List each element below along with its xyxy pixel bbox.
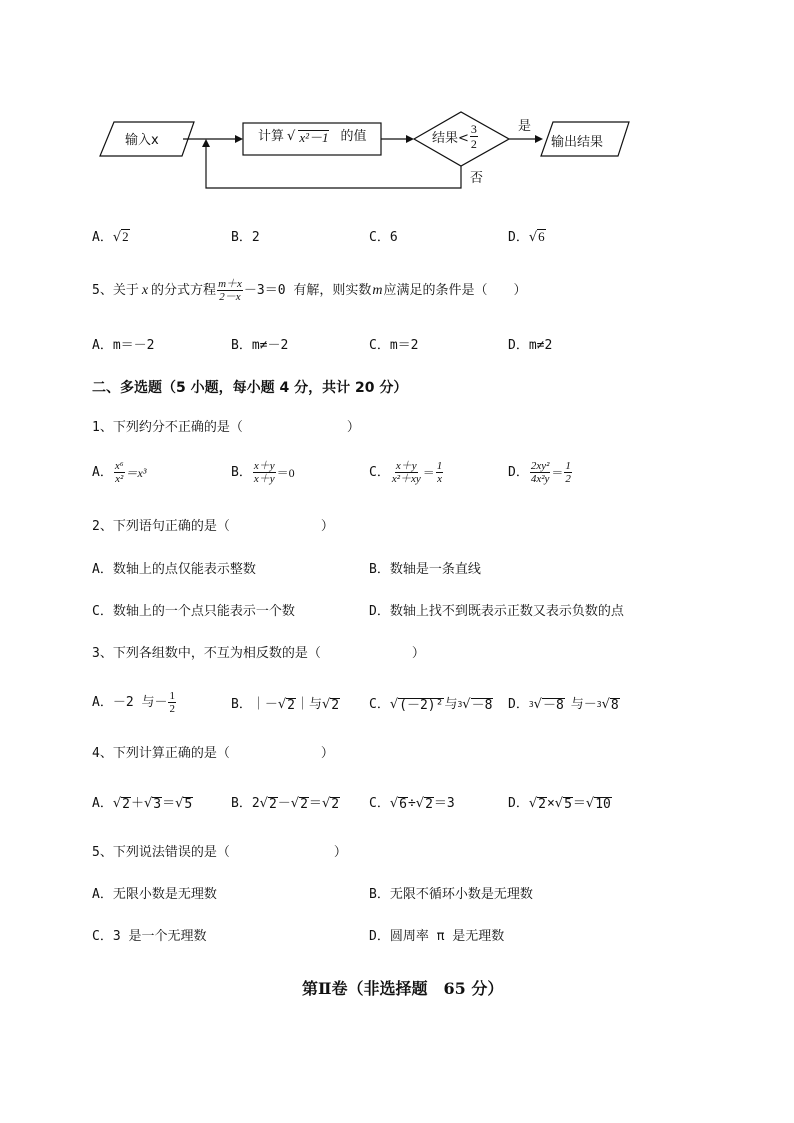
radicand: －8 — [471, 697, 493, 713]
denominator: 2 — [169, 703, 175, 715]
sqrt-icon: √ — [415, 796, 425, 811]
sqrt-icon: √ — [533, 697, 542, 712]
operator: ＝ — [572, 796, 586, 811]
fraction — [253, 460, 276, 485]
option-letter: A． — [92, 230, 113, 245]
denominator: x — [437, 473, 442, 485]
sqrt-icon: √ — [389, 796, 399, 811]
sqrt-icon: √ — [112, 230, 122, 245]
numerator: 1 — [169, 690, 175, 702]
fraction — [564, 460, 572, 485]
q4-option-a — [92, 229, 130, 247]
radicand: 2 — [287, 697, 295, 713]
arrow-head — [202, 139, 210, 147]
sqrt-icon: √ — [175, 796, 184, 811]
sqrt-icon: √ — [528, 230, 538, 245]
q5-stem — [92, 278, 527, 303]
operator: － — [277, 796, 291, 811]
radicand: 2 — [122, 796, 130, 812]
fraction — [391, 460, 422, 485]
q5-text-pre: 5、关于 — [92, 282, 139, 298]
denominator: 4x²y — [530, 473, 550, 485]
equals: ＝ — [551, 465, 564, 480]
flowchart-compute-label — [258, 128, 367, 146]
sqrt-icon: √ — [462, 697, 471, 712]
radicand: 2 — [300, 796, 308, 812]
flowchart-input-text: 输入x — [125, 133, 159, 148]
section2-heading: 二、多选题（5 小题，每小题 4 分，共计 20 分） — [92, 380, 408, 396]
flowchart-condition-label — [432, 122, 479, 151]
operator: × — [546, 796, 555, 811]
radicand: 6 — [399, 796, 407, 812]
coefficient: 2 — [251, 796, 260, 811]
numerator: x＋y — [395, 460, 417, 472]
radicand: －8 — [542, 697, 564, 713]
numerator: 1 — [565, 460, 571, 472]
option-text: 与－ — [570, 697, 597, 712]
sqrt-icon: √ — [321, 697, 331, 712]
mq5-option-d: D．圆周率 π 是无理数 — [369, 929, 505, 944]
mq1-option-b — [231, 460, 295, 485]
mq3-option-c — [369, 696, 493, 714]
option-text: A．－2 与－ — [92, 694, 168, 710]
q5-option-a: A．m＝－2 — [92, 338, 155, 353]
sqrt-icon: √ — [143, 796, 153, 811]
numerator: x＋y — [253, 460, 275, 472]
numerator: 1 — [436, 460, 443, 472]
fraction — [436, 460, 444, 485]
operator: ÷ — [407, 796, 416, 811]
equals: ＝ — [422, 465, 435, 480]
q5-option-b: B．m≠－2 — [231, 338, 289, 353]
option-letter: D． — [508, 697, 529, 712]
radicand: 5 — [564, 796, 572, 812]
mq1-option-c — [369, 460, 444, 485]
sqrt-icon: √ — [585, 796, 595, 811]
sqrt-icon: √ — [277, 697, 287, 712]
q5-var-m: m — [372, 282, 383, 298]
arrow-head — [235, 135, 243, 143]
q5-option-c: C．m＝2 — [369, 338, 419, 353]
fraction — [530, 460, 551, 485]
mq2-stem: 2、下列语句正确的是（ ） — [92, 519, 334, 534]
mq4-option-b — [231, 795, 340, 813]
flowchart-diagram — [0, 100, 794, 200]
radicand: 10 — [595, 796, 611, 812]
operator: ＝ — [308, 796, 322, 811]
result: ＝3 — [433, 796, 455, 811]
arrow-head — [535, 135, 543, 143]
option-value: 6 — [538, 229, 545, 244]
option-letter: D． — [508, 796, 529, 811]
rhs: ＝x³ — [125, 465, 147, 480]
condition-prefix: 结果< — [432, 131, 469, 146]
mq2-option-d: D．数轴上找不到既表示正数又表示负数的点 — [369, 604, 624, 619]
option-letter: C． — [369, 796, 390, 811]
radicand: 3 — [153, 796, 162, 812]
option-letter: B． — [231, 464, 252, 480]
mq3-option-d — [508, 696, 620, 714]
mq5-option-a: A．无限小数是无理数 — [92, 887, 217, 902]
sqrt-icon: √ — [321, 796, 331, 811]
sqrt-icon: √ — [554, 796, 564, 811]
q5-fraction — [217, 278, 243, 303]
radicand: 8 — [610, 697, 619, 713]
flowchart-output-label: 输出结果 — [551, 135, 604, 150]
denominator: x＋y — [253, 473, 275, 485]
root-index: 3 — [528, 700, 534, 709]
option-value: 2 — [122, 229, 129, 244]
mq5-option-b: B．无限不循环小数是无理数 — [369, 887, 533, 902]
fraction — [114, 460, 125, 485]
radicand: 2 — [331, 796, 340, 812]
flowchart-no-label: 否 — [470, 171, 484, 186]
flowchart-loop-line — [206, 142, 461, 188]
root-index: 3 — [457, 700, 463, 709]
operator: ＋ — [130, 796, 144, 811]
option-letter: D． — [508, 464, 529, 480]
radicand: (－2)² — [399, 697, 444, 713]
option-letter: C． — [369, 697, 390, 712]
radicand: 2 — [268, 796, 277, 812]
radicand: 2 — [331, 697, 340, 713]
numerator: x⁶ — [114, 460, 124, 472]
option-letter: A． — [92, 464, 113, 480]
q5-option-d: D．m≠2 — [508, 338, 553, 353]
q5-fraction-numerator: m＋x — [218, 278, 242, 290]
mq4-option-d — [508, 795, 612, 813]
option-letter: B． — [231, 796, 252, 811]
radicand: 2 — [538, 796, 546, 812]
q4-option-c: C．6 — [369, 230, 398, 245]
sqrt-icon: √ — [290, 796, 300, 811]
flowchart-yes-label: 是 — [518, 119, 532, 134]
sqrt-icon: √ — [528, 796, 538, 811]
part2-title: 第Ⅱ卷（非选择题 65 分） — [302, 979, 504, 998]
option-text: ｜与 — [295, 697, 322, 712]
condition-fraction — [470, 122, 478, 151]
mq1-option-a — [92, 460, 146, 485]
numerator: 2xy² — [530, 460, 550, 472]
sqrt-icon: √ — [112, 796, 122, 811]
rhs: ＝0 — [276, 465, 295, 480]
q4-option-b: B．2 — [231, 230, 260, 245]
q5-text-after: －3＝0 有解，则实数 — [243, 282, 372, 298]
option-letter: A． — [92, 796, 113, 811]
mq4-option-a — [92, 795, 193, 813]
fraction — [168, 690, 176, 715]
mq4-stem: 4、下列计算正确的是（ ） — [92, 746, 334, 761]
option-text: 与 — [444, 697, 458, 712]
sqrt-icon: √ — [259, 796, 268, 811]
compute-suffix: 的值 — [340, 129, 367, 144]
option-letter: C． — [369, 464, 390, 480]
denominator: x²＋xy — [391, 473, 421, 485]
q5-text-mid: 的分式方程 — [151, 282, 217, 298]
mq3-option-b — [231, 696, 340, 714]
sqrt-icon: √ — [601, 697, 610, 712]
radicand: 5 — [184, 796, 193, 812]
mq2-option-b: B．数轴是一条直线 — [369, 562, 481, 577]
q4-option-d — [508, 229, 546, 247]
mq5-option-c: C．3 是一个无理数 — [92, 929, 207, 944]
condition-denominator: 2 — [470, 137, 477, 151]
condition-numerator: 3 — [470, 122, 477, 136]
sqrt-icon: √ — [287, 129, 296, 144]
mq3-stem: 3、下列各组数中，不互为相反数的是（ ） — [92, 646, 425, 661]
sqrt-icon: √ — [389, 697, 399, 712]
radicand: 2 — [425, 796, 433, 812]
option-text: B．｜－ — [231, 697, 278, 712]
flowchart-input-label — [125, 131, 159, 150]
compute-expression: x²－1 — [299, 129, 329, 145]
option-letter: D． — [508, 230, 529, 245]
mq1-stem: 1、下列约分不正确的是（ ） — [92, 420, 360, 435]
q5-text-post: 应满足的条件是（ ） — [383, 282, 527, 298]
mq1-option-d — [508, 460, 573, 485]
compute-prefix: 计算 — [258, 129, 285, 144]
q5-fraction-denominator: 2－x — [219, 291, 241, 303]
mq3-option-a — [92, 690, 177, 715]
q5-var-x: x — [141, 282, 149, 298]
mq4-option-c — [369, 795, 455, 813]
mq2-option-c: C．数轴上的一个点只能表示一个数 — [92, 604, 295, 619]
denominator: 2 — [565, 473, 571, 485]
denominator: x² — [115, 473, 124, 485]
mq2-option-a: A．数轴上的点仅能表示整数 — [92, 562, 256, 577]
mq5-stem: 5、下列说法错误的是（ ） — [92, 845, 347, 860]
operator: ＝ — [162, 796, 176, 811]
root-index: 3 — [596, 700, 602, 709]
